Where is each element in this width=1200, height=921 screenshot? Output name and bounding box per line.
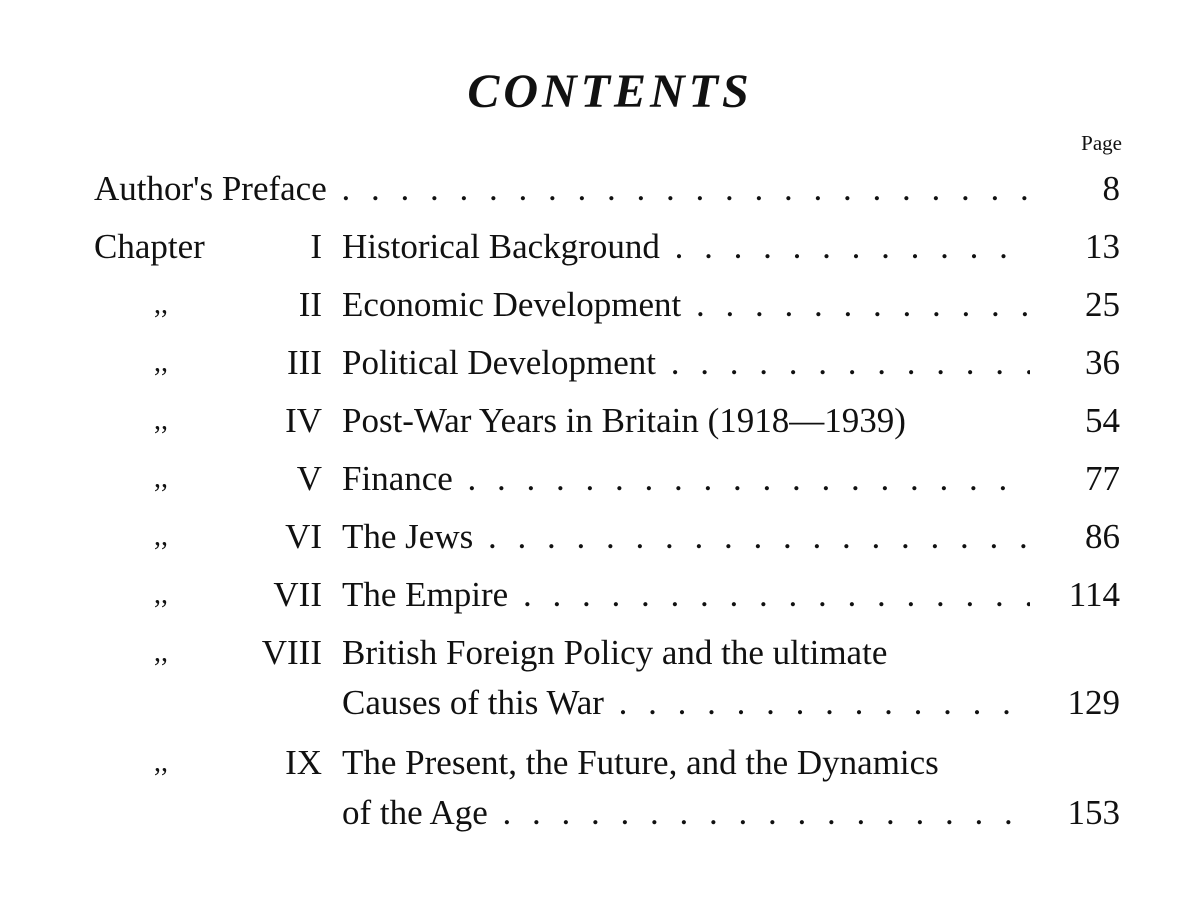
page-number: 13: [1085, 227, 1120, 266]
ditto-mark: ,,: [154, 463, 168, 494]
chapter-title: Finance . . .: [342, 453, 1030, 505]
ditto-mark: ,,: [154, 637, 168, 668]
chapter-title: The Empire . . .: [342, 569, 1030, 621]
page-number: 114: [1068, 575, 1120, 614]
toc-entry-chapter-8-continuation[interactable]: [0, 677, 1200, 729]
toc-entry-chapter-1[interactable]: [0, 221, 1200, 273]
preface-label: Author's Preface . . .: [94, 163, 1034, 215]
chapter-title: Political Development . . .: [342, 337, 1030, 389]
chapter-word: Chapter: [94, 227, 205, 266]
toc-entry-chapter-3[interactable]: [0, 337, 1200, 389]
toc-entry-chapter-7[interactable]: [0, 569, 1200, 621]
chapter-title-continuation: Causes of this War . . .: [342, 677, 1030, 729]
toc-entry-chapter-8[interactable]: [0, 627, 1200, 679]
page-number: 36: [1085, 343, 1120, 382]
page-number: 86: [1085, 517, 1120, 556]
chapter-title: British Foreign Policy and the ultimate: [342, 633, 888, 672]
chapter-numeral: VII: [273, 575, 322, 614]
ditto-mark: ,,: [154, 747, 168, 778]
chapter-title: The Present, the Future, and the Dynamics: [342, 743, 939, 782]
contents-title: CONTENTS: [467, 65, 753, 118]
ditto-mark: ,,: [154, 579, 168, 610]
chapter-numeral: II: [298, 285, 322, 324]
chapter-numeral: VI: [285, 517, 322, 556]
page-column-header: Page: [1081, 131, 1122, 155]
toc-entry-chapter-2[interactable]: [0, 279, 1200, 331]
chapter-title: Economic Development . . .: [342, 279, 1030, 331]
page-number: 54: [1085, 401, 1120, 440]
page-number: 25: [1085, 285, 1120, 324]
chapter-title: Post-War Years in Britain (1918—1939): [342, 401, 906, 440]
toc-entry-chapter-9[interactable]: [0, 737, 1200, 789]
page-number: 77: [1085, 459, 1120, 498]
chapter-numeral: III: [287, 343, 322, 382]
page-number: 129: [1067, 683, 1120, 722]
ditto-mark: ,,: [154, 405, 168, 436]
chapter-title: Historical Background . . .: [342, 221, 1030, 273]
toc-entry-chapter-6[interactable]: [0, 511, 1200, 563]
chapter-numeral: IX: [285, 743, 322, 782]
toc-entry-preface[interactable]: [0, 163, 1200, 215]
page-number: 8: [1102, 169, 1120, 208]
chapter-numeral: I: [310, 227, 322, 266]
toc-entry-chapter-9-continuation[interactable]: [0, 787, 1200, 839]
toc-entry-chapter-4[interactable]: [0, 395, 1200, 447]
ditto-mark: ,,: [154, 289, 168, 320]
chapter-title: The Jews . . .: [342, 511, 1030, 563]
page-number: 153: [1067, 793, 1120, 832]
chapter-numeral: VIII: [261, 633, 322, 672]
chapter-numeral: IV: [285, 401, 322, 440]
toc-entry-chapter-5[interactable]: [0, 453, 1200, 505]
ditto-mark: ,,: [154, 347, 168, 378]
chapter-numeral: V: [296, 459, 322, 498]
ditto-mark: ,,: [154, 521, 168, 552]
chapter-title-continuation: of the Age . . .: [342, 787, 1030, 839]
